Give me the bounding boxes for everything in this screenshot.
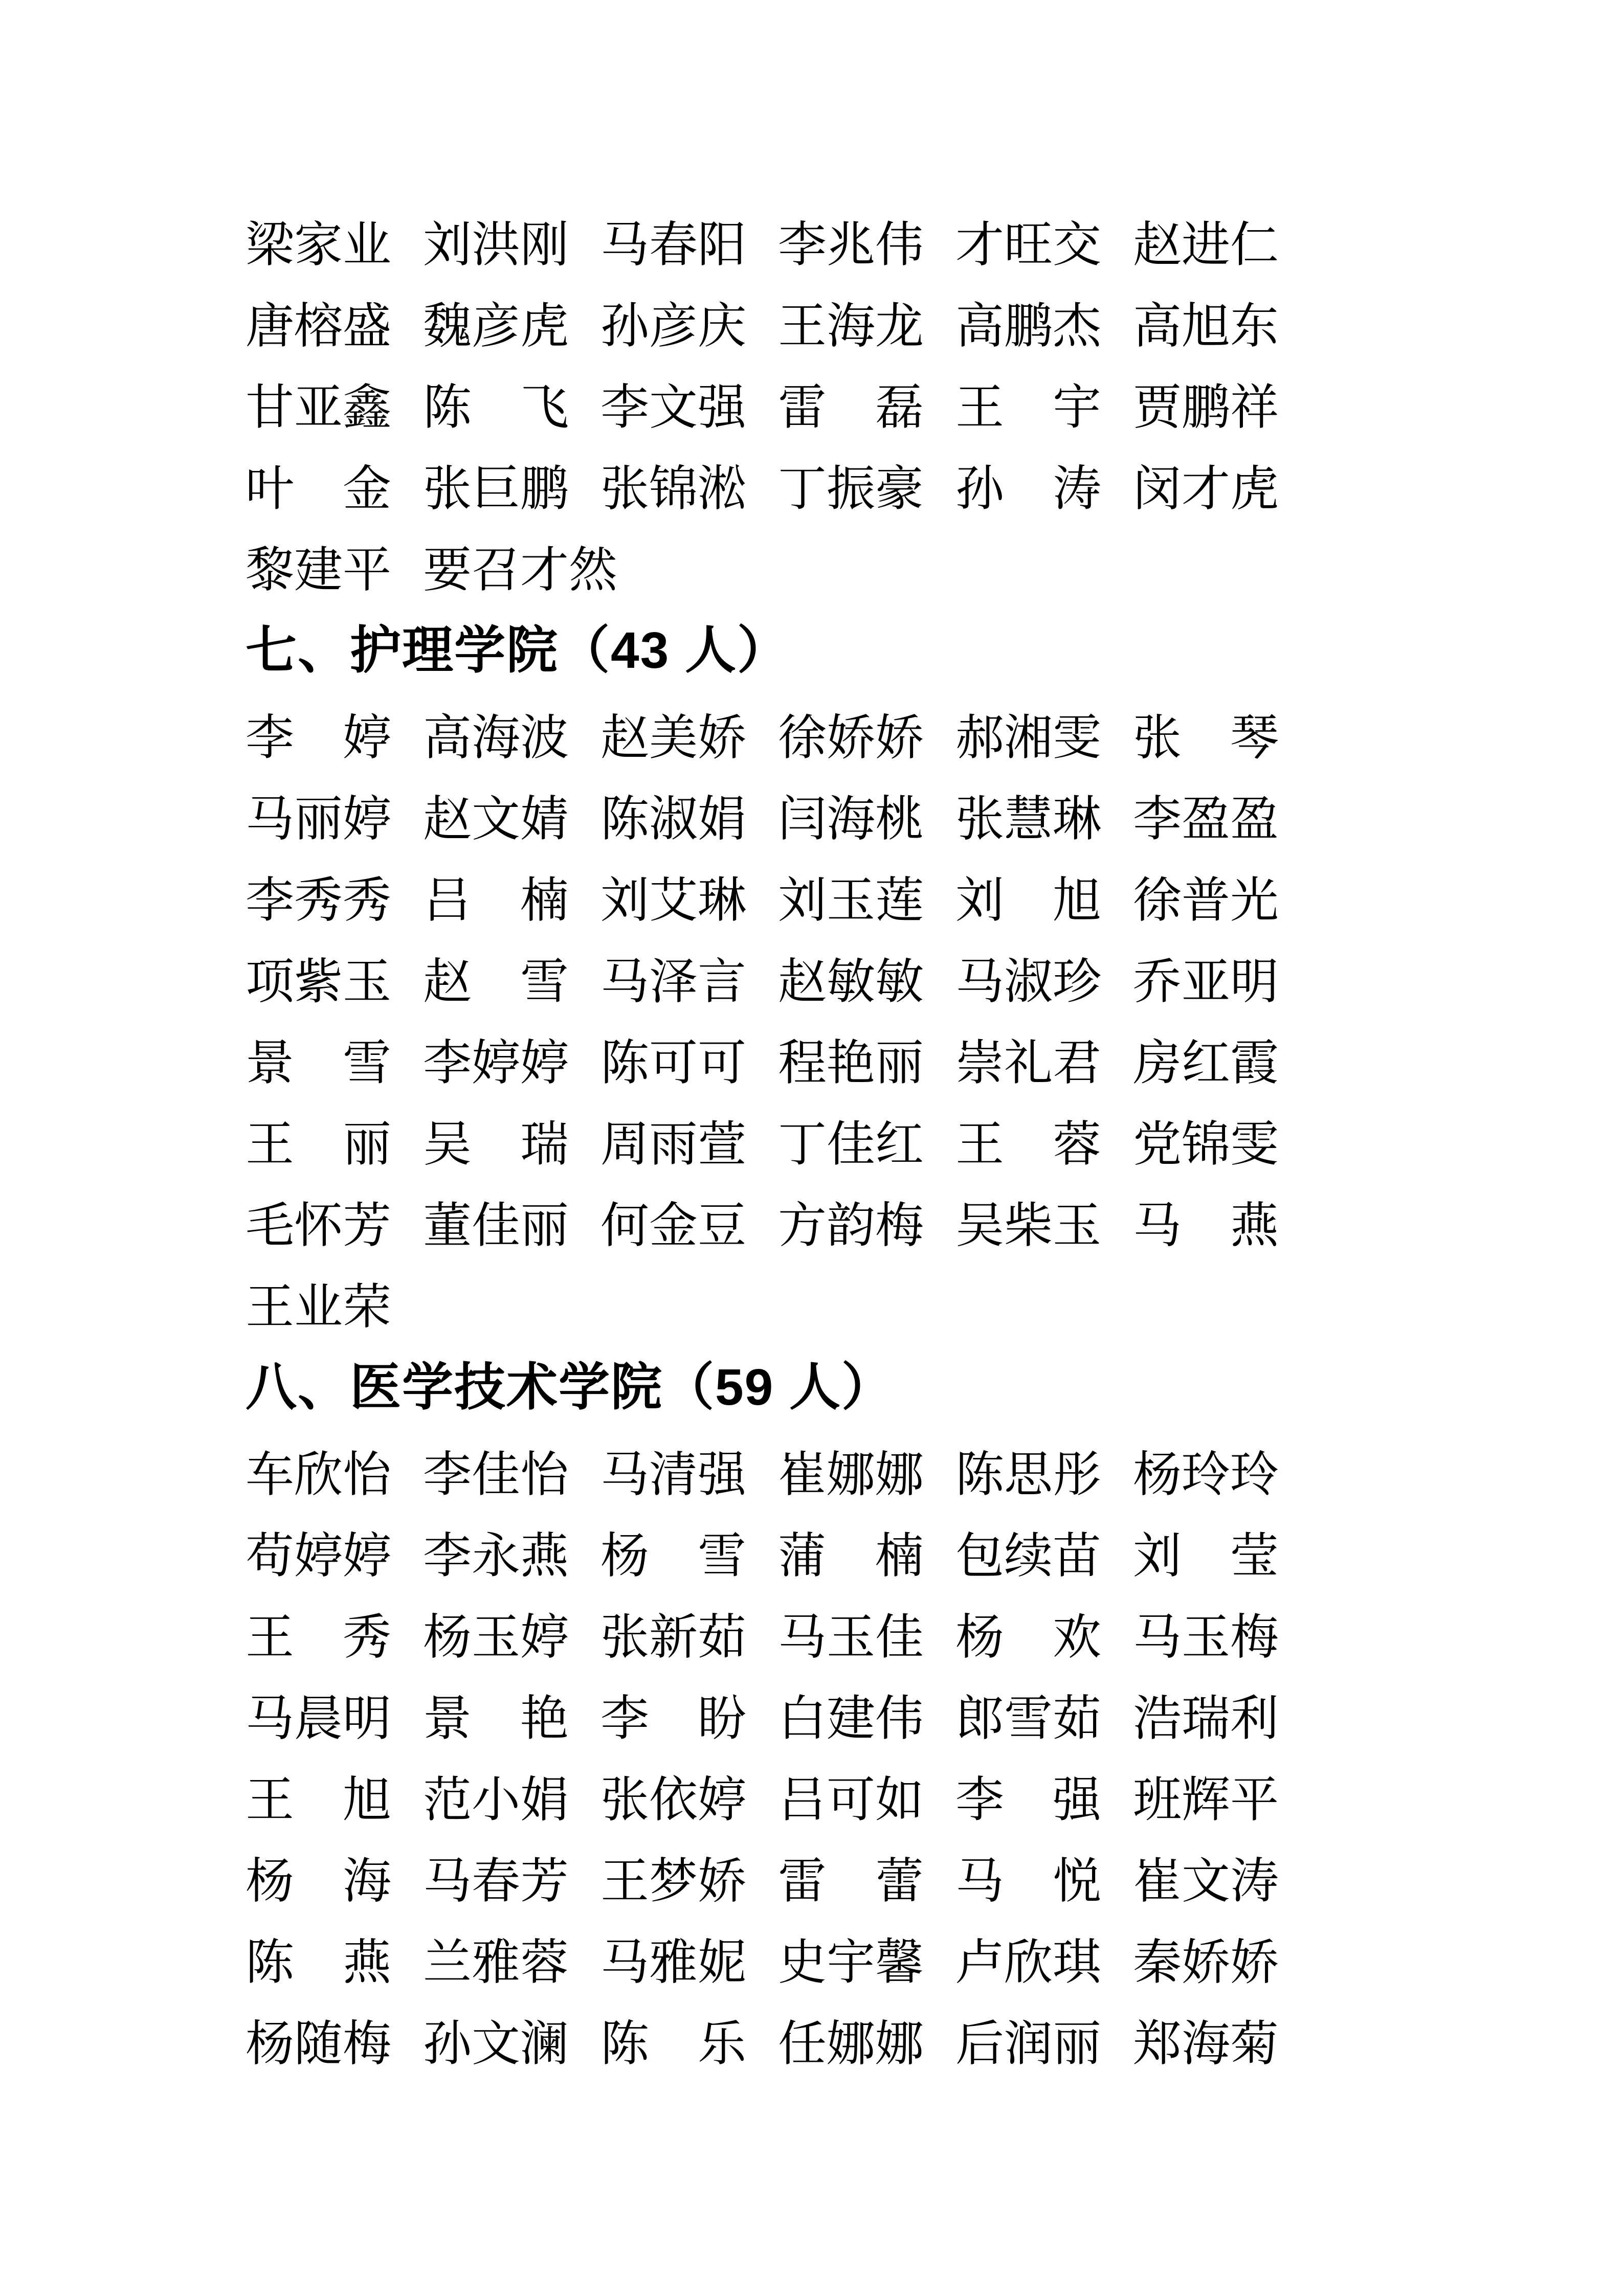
name-row — [246, 1434, 1522, 1516]
student-name: 卢欣琪 — [955, 1935, 1102, 1990]
student-name: 孙彦庆 — [600, 299, 747, 353]
student-name: 要召才然 — [423, 543, 618, 597]
student-name: 李 盼 — [600, 1692, 747, 1746]
name-row — [246, 1104, 1522, 1185]
student-name: 任娜娜 — [778, 2017, 924, 2071]
student-name: 党锦雯 — [1133, 1117, 1279, 1172]
name-row — [246, 367, 1522, 448]
name-row — [246, 1516, 1522, 1597]
student-name: 景 雪 — [246, 1036, 392, 1090]
student-name: 陈 飞 — [423, 380, 569, 435]
student-name: 高旭东 — [1133, 299, 1279, 353]
student-name: 赵文婧 — [423, 792, 569, 846]
student-name: 房红霞 — [1133, 1036, 1279, 1090]
name-row — [246, 779, 1522, 860]
student-name: 马丽婷 — [246, 792, 392, 846]
student-name: 何金豆 — [600, 1199, 747, 1253]
student-name: 张新茹 — [600, 1610, 747, 1664]
student-name: 崔娜娜 — [778, 1448, 924, 1502]
student-name: 李盈盈 — [1133, 792, 1279, 846]
student-name: 陈淑娟 — [600, 792, 747, 846]
student-name: 秦娇娇 — [1133, 1935, 1279, 1990]
student-name: 吕可如 — [778, 1773, 924, 1827]
name-row — [246, 205, 1522, 286]
student-name: 孙文澜 — [423, 2017, 569, 2071]
student-name: 丁振豪 — [778, 462, 924, 516]
student-name: 魏彦虎 — [423, 299, 569, 353]
student-name: 张 琴 — [1133, 711, 1279, 765]
student-name: 班辉平 — [1133, 1773, 1279, 1827]
student-name: 吴柴玉 — [955, 1199, 1102, 1253]
student-name: 叶 金 — [246, 462, 392, 516]
student-name: 高鹏杰 — [955, 299, 1102, 353]
student-name: 闵才虎 — [1133, 462, 1279, 516]
student-name: 李婷婷 — [423, 1036, 569, 1090]
student-name: 张巨鹏 — [423, 462, 569, 516]
name-row — [246, 1267, 1522, 1348]
student-name: 车欣怡 — [246, 1448, 392, 1502]
student-name: 张锦淞 — [600, 462, 747, 516]
name-row — [246, 697, 1522, 779]
student-name: 马春阳 — [600, 218, 747, 272]
student-name: 陈 乐 — [600, 2017, 747, 2071]
student-name: 才旺交 — [955, 218, 1102, 272]
student-name: 马 悦 — [955, 1854, 1102, 1908]
student-name: 王梦娇 — [600, 1854, 747, 1908]
student-name: 陈 燕 — [246, 1935, 392, 1990]
student-name: 黎建平 — [246, 543, 392, 597]
student-name: 杨玉婷 — [423, 1610, 569, 1664]
name-row — [246, 941, 1522, 1023]
student-name: 闫海桃 — [778, 792, 924, 846]
student-name: 李 强 — [955, 1773, 1102, 1827]
student-name: 程艳丽 — [778, 1036, 924, 1090]
name-row — [246, 1678, 1522, 1760]
student-name: 李秀秀 — [246, 873, 392, 928]
student-name: 兰雅蓉 — [423, 1935, 569, 1990]
student-name: 董佳丽 — [423, 1199, 569, 1253]
student-name: 杨 雪 — [600, 1529, 747, 1583]
student-name: 刘 旭 — [955, 873, 1102, 928]
student-name: 赵进仁 — [1133, 218, 1279, 272]
student-name: 王业荣 — [246, 1280, 392, 1334]
student-name: 张依婷 — [600, 1773, 747, 1827]
student-name: 史宇馨 — [778, 1935, 924, 1990]
student-name: 马 燕 — [1133, 1199, 1279, 1253]
student-name: 丁佳红 — [778, 1117, 924, 1172]
student-name: 唐榕盛 — [246, 299, 392, 353]
student-name: 雷 磊 — [778, 380, 924, 435]
student-name: 梁家业 — [246, 218, 392, 272]
student-name: 徐普光 — [1133, 873, 1279, 928]
student-name: 乔亚明 — [1133, 955, 1279, 1009]
student-name: 包续苗 — [955, 1529, 1102, 1583]
student-name: 马雅妮 — [600, 1935, 747, 1990]
student-name: 李文强 — [600, 380, 747, 435]
student-name: 毛怀芳 — [246, 1199, 392, 1253]
student-name: 高海波 — [423, 711, 569, 765]
student-name: 徐娇娇 — [778, 711, 924, 765]
student-name: 赵敏敏 — [778, 955, 924, 1009]
student-name: 王 宇 — [955, 380, 1102, 435]
student-name: 吴 瑞 — [423, 1117, 569, 1172]
student-name: 马春芳 — [423, 1854, 569, 1908]
student-name: 李 婷 — [246, 711, 392, 765]
student-name: 郝湘雯 — [955, 711, 1102, 765]
name-row — [246, 2004, 1522, 2085]
student-name: 范小娟 — [423, 1773, 569, 1827]
name-row — [246, 1597, 1522, 1678]
student-name: 李佳怡 — [423, 1448, 569, 1502]
student-name: 白建伟 — [778, 1692, 924, 1746]
student-name: 王海龙 — [778, 299, 924, 353]
section-header: 八、医学技术学院（59 人） — [246, 1359, 894, 1416]
student-name: 马晨明 — [246, 1692, 392, 1746]
student-name: 孙 涛 — [955, 462, 1102, 516]
name-row — [246, 448, 1522, 530]
student-name: 项紫玉 — [246, 955, 392, 1009]
name-row — [246, 530, 1522, 611]
student-name: 刘艾琳 — [600, 873, 747, 928]
student-name: 杨玲玲 — [1133, 1448, 1279, 1502]
name-row — [246, 860, 1522, 941]
name-row — [246, 1841, 1522, 1922]
student-name: 李永燕 — [423, 1529, 569, 1583]
section-header: 七、护理学院（43 人） — [246, 622, 790, 679]
student-name: 崔文涛 — [1133, 1854, 1279, 1908]
student-name: 蒲 楠 — [778, 1529, 924, 1583]
student-name: 王 秀 — [246, 1610, 392, 1664]
name-row — [246, 1922, 1522, 2004]
student-name: 甘亚鑫 — [246, 380, 392, 435]
name-row — [246, 1023, 1522, 1104]
student-name: 赵美娇 — [600, 711, 747, 765]
student-name: 景 艳 — [423, 1692, 569, 1746]
student-name: 方韵梅 — [778, 1199, 924, 1253]
student-name-list — [246, 205, 1522, 2085]
student-name: 王 蓉 — [955, 1117, 1102, 1172]
student-name: 贾鹏祥 — [1133, 380, 1279, 435]
student-name: 杨随梅 — [246, 2017, 392, 2071]
student-name: 刘玉莲 — [778, 873, 924, 928]
student-name: 王 旭 — [246, 1773, 392, 1827]
student-name: 马淑珍 — [955, 955, 1102, 1009]
name-row — [246, 1185, 1522, 1267]
student-name: 杨 欢 — [955, 1610, 1102, 1664]
student-name: 陈思彤 — [955, 1448, 1102, 1502]
student-name: 郎雪茹 — [955, 1692, 1102, 1746]
student-name: 周雨萱 — [600, 1117, 747, 1172]
student-name: 李兆伟 — [778, 218, 924, 272]
student-name: 杨 海 — [246, 1854, 392, 1908]
student-name: 后润丽 — [955, 2017, 1102, 2071]
student-name: 崇礼君 — [955, 1036, 1102, 1090]
student-name: 马玉梅 — [1133, 1610, 1279, 1664]
student-name: 刘洪刚 — [423, 218, 569, 272]
student-name: 苟婷婷 — [246, 1529, 392, 1583]
student-name: 陈可可 — [600, 1036, 747, 1090]
student-name: 马泽言 — [600, 955, 747, 1009]
name-row — [246, 286, 1522, 367]
student-name: 刘 莹 — [1133, 1529, 1279, 1583]
student-name: 王 丽 — [246, 1117, 392, 1172]
student-name: 马玉佳 — [778, 1610, 924, 1664]
student-name: 张慧琳 — [955, 792, 1102, 846]
student-name: 浩瑞利 — [1133, 1692, 1279, 1746]
student-name: 马清强 — [600, 1448, 747, 1502]
student-name: 吕 楠 — [423, 873, 569, 928]
name-row — [246, 1760, 1522, 1841]
student-name: 郑海菊 — [1133, 2017, 1279, 2071]
student-name: 赵 雪 — [423, 955, 569, 1009]
student-name: 雷 蕾 — [778, 1854, 924, 1908]
